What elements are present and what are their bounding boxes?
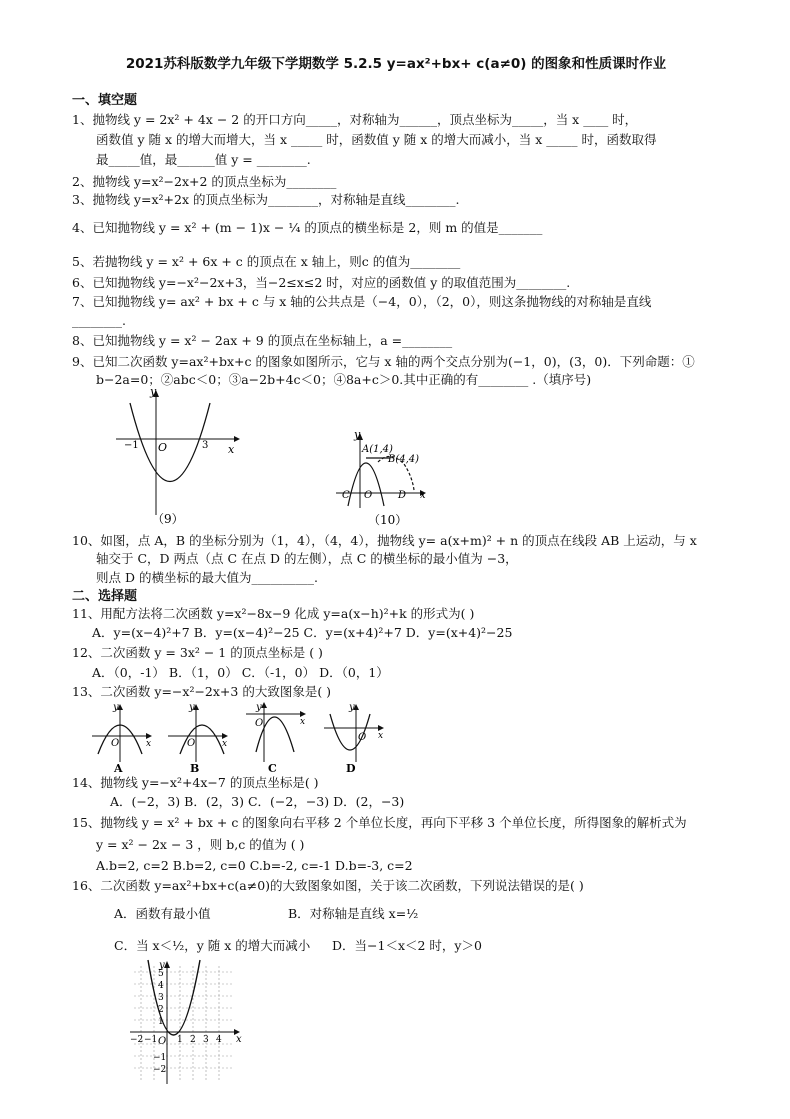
svg-text:y: y <box>189 702 195 713</box>
q13-label-b: B <box>190 762 200 775</box>
q13-label-c: C <box>268 762 277 775</box>
q15-options: A.b=2, c=2 B.b=2, c=0 C.b=-2, c=-1 D.b=-3, c=2 <box>96 858 413 873</box>
q11-options: A．y=(x−4)²+7 B．y=(x−4)²−25 C．y=(x+4)²+7 D．y=(x+4)²−25 <box>92 625 513 640</box>
q11-line1: 11、用配方法将二次函数 y=x²−8x−9 化成 y=a(x−h)²+k 的形式为( ) <box>72 606 475 621</box>
fig16-xtick: 3 <box>203 1035 209 1045</box>
svg-text:x: x <box>300 717 306 727</box>
fig9-tick-minus1: −1 <box>124 440 139 451</box>
q10-line1: 10、如图，点 A，B 的坐标分别为（1，4），（4，4），抛物线 y= a(x+m)² + n 的顶点在线段 AB 上运动，与 x <box>72 533 697 548</box>
q10-line3: 则点 D 的横坐标的最大值为__________. <box>96 570 318 585</box>
fig16-ytick: 3 <box>158 993 164 1003</box>
figure-16-graph <box>128 960 248 1090</box>
fig10-y-label: y <box>354 428 361 441</box>
fig16-xtick: 2 <box>190 1035 196 1045</box>
q13: 13、二次函数 y=−x²−2x+3 的大致图象是( ) <box>72 684 332 699</box>
q1-line3: 最_____值，最______值 y = ________. <box>96 152 311 167</box>
q3: 3、抛物线 y=x²+2x 的顶点坐标为________，对称轴是直线________. <box>72 192 460 207</box>
q16-option-b: B．对称轴是直线 x=½ <box>288 906 419 921</box>
q7-line1: 7、已知抛物线 y= ax² + bx + c 与 x 轴的公共点是（−4，0），（2，0），则这条抛物线的对称轴是直线 <box>72 294 652 309</box>
fig10-point-d: D <box>398 490 407 501</box>
q10-line2: 轴交于 C，D 两点（点 C 在点 D 的左侧），点 C 的横坐标的最小值为 −3， <box>96 551 518 566</box>
section-choice: 二、选择题 <box>72 589 138 604</box>
fig16-origin: O <box>158 1036 167 1047</box>
fig16-xtick: −2 <box>130 1035 144 1045</box>
q13-graph-b <box>166 702 230 775</box>
q4: 4、已知抛物线 y = x² + (m − 1)x − ¼ 的顶点的横坐标是 2，则 m 的值是_______ <box>72 220 543 235</box>
fig10-point-a: A(1,4) <box>362 444 393 455</box>
q6: 6、已知抛物线 y=−x²−2x+3，当−2≤x≤2 时，对应的函数值 y 的取值范围为________. <box>72 275 571 290</box>
fig10-x-label: x <box>420 490 426 501</box>
fig9-x-label: x <box>228 443 235 456</box>
q12-options: A．（0，-1） B．（1，0） C．（-1，0） D．（0，1） <box>92 665 389 680</box>
q5: 5、若抛物线 y = x² + 6x + c 的顶点在 x 轴上，则c 的值为________ <box>72 254 461 269</box>
q15-line2: y = x² − 2x − 3 ，则 b,c 的值为 ( ) <box>96 837 305 852</box>
q2: 2、抛物线 y=x²−2x+2 的顶点坐标为________ <box>72 174 337 189</box>
fig10-caption: （10） <box>368 513 408 527</box>
svg-text:y: y <box>349 702 355 713</box>
fig16-y-label: y <box>159 960 165 971</box>
q16-option-c: C．当 x＜½，y 随 x 的增大而减小 <box>114 938 311 953</box>
fig16-x-label: x <box>236 1034 242 1045</box>
q8: 8、已知抛物线 y = x² − 2ax + 9 的顶点在坐标轴上，a =________ <box>72 333 453 348</box>
section-fill-blank: 一、填空题 <box>72 93 138 108</box>
fig9-caption: （9） <box>152 512 184 526</box>
svg-text:O: O <box>187 738 196 749</box>
svg-text:y: y <box>113 702 119 713</box>
q13-label-a: A <box>114 762 123 775</box>
fig16-ytick: −2 <box>153 1065 167 1075</box>
fig10-point-b: B(4,4) <box>388 454 420 465</box>
figure-9-graph <box>110 385 250 525</box>
page-title: 2021苏科版数学九年级下学期数学 5.2.5 y=ax²+bx+ c(a≠0) 的图象和性质课时作业 <box>125 56 667 72</box>
q14-options: A．(−2，3) B．(2，3) C．(−2，−3) D．(2，−3) <box>110 794 405 809</box>
fig16-ytick: 4 <box>158 981 164 991</box>
q14-line1: 14、抛物线 y=−x²+4x−7 的顶点坐标是( ) <box>72 775 319 790</box>
fig16-ytick: −1 <box>153 1053 167 1063</box>
q16-option-d: D．当−1＜x＜2 时，y＞0 <box>332 938 482 953</box>
svg-text:x: x <box>222 739 228 749</box>
figure-10-graph <box>332 428 442 528</box>
q12-line1: 12、二次函数 y = 3x² − 1 的顶点坐标是 ( ) <box>72 645 323 660</box>
fig9-tick-3: 3 <box>202 440 209 451</box>
q9-line1: 9、已知二次函数 y=ax²+bx+c 的图象如图所示，它与 x 轴的两个交点分别为(−1，0)，(3，0)．下列命题：① <box>72 354 695 369</box>
svg-text:x: x <box>378 731 384 741</box>
svg-text:O: O <box>111 738 120 749</box>
q13-graph-a <box>90 702 154 775</box>
fig16-xtick: −1 <box>144 1035 158 1045</box>
q13-label-d: D <box>346 762 356 775</box>
fig16-ytick: 2 <box>158 1005 164 1015</box>
q9-line2: b−2a=0；②abc＜0；③a−2b+4c＜0；④8a+c＞0.其中正确的有________ .（填序号) <box>96 372 592 387</box>
svg-text:x: x <box>146 739 152 749</box>
svg-text:y: y <box>256 702 262 713</box>
fig16-ytick: 1 <box>158 1017 164 1027</box>
fig16-xtick: 1 <box>177 1035 183 1045</box>
fig9-origin: O <box>158 441 168 454</box>
fig16-ytick: 5 <box>158 969 164 979</box>
fig9-y-label: y <box>150 385 157 398</box>
q16-line1: 16、二次函数 y=ax²+bx+c(a≠0)的大致图象如图，关于该二次函数，下列说法错误的是( ) <box>72 878 584 893</box>
q13-graph-c <box>244 702 308 775</box>
svg-text:O: O <box>255 718 264 729</box>
q16-option-a: A．函数有最小值 <box>114 906 211 921</box>
q7-line2: ________. <box>72 313 126 328</box>
svg-text:O: O <box>358 732 367 743</box>
q1-line2: 函数值 y 随 x 的增大而增大，当 x _____ 时，函数值 y 随 x 的增大而减小，当 x _____ 时，函数取得 <box>96 132 657 147</box>
q15-line1: 15、抛物线 y = x² + bx + c 的图象向右平移 2 个单位长度，再向下平移 3 个单位长度，所得图象的解析式为 <box>72 815 687 830</box>
fig16-xtick: 4 <box>216 1035 222 1045</box>
q13-graph-d <box>322 702 386 775</box>
q1-line1: 1、抛物线 y = 2x² + 4x − 2 的开口方向_____，对称轴为______，顶点坐标为_____，当 x ____ 时， <box>72 112 638 127</box>
fig10-point-c: C <box>342 490 350 501</box>
fig10-origin: O <box>364 490 373 501</box>
